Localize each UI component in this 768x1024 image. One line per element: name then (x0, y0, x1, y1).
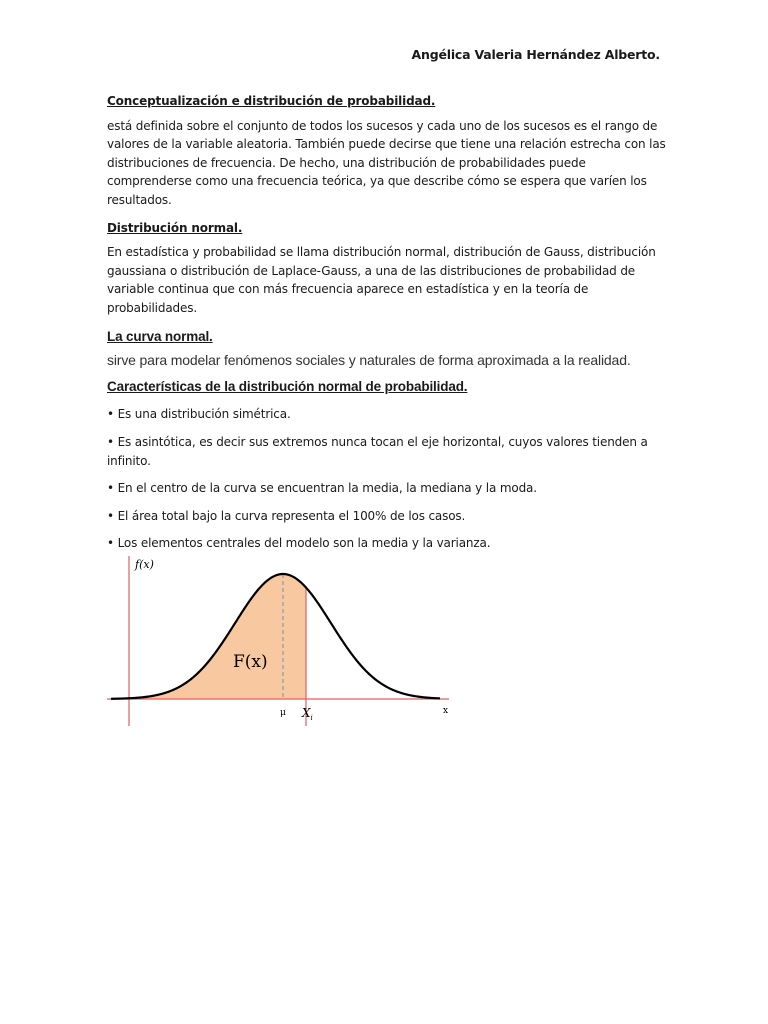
normal-curve-diagram (105, 548, 475, 728)
normal-paragraph: En estadística y probabilidad se llama distribución normal, distribución de Gauss, distribución gaussiana o distribución de Laplace-Gauss, a una de las distribuciones de probabilidad de variable continua que con más frecuencia aparece en estadística y en la teoría de probabilidades. (107, 245, 656, 315)
author-name: Angélica Valeria Hernández Alberto. (411, 47, 660, 62)
concept-paragraph: está definida sobre el conjunto de todos los sucesos y cada uno de los sucesos es el rango de valores de la variable aleatoria. También puede decirse que tiene una relación estrecha con las distribuciones de frecuencia. De hecho, una distribución de probabilidades puede comprenderse como una frecuencia teórica, ya que describe cómo se espera que varíen los resultados. (107, 118, 666, 207)
bullet-item: • El área total bajo la curva representa el 100% de los casos. (107, 508, 466, 523)
concept-heading: Conceptualización e distribución de probabilidad. (107, 94, 436, 108)
area-label: F(x) (233, 652, 268, 672)
curve-heading: La curva normal. (107, 328, 213, 344)
xi-label-subscript: i (310, 714, 313, 722)
xi-label (301, 706, 313, 722)
normal-curve-figure (105, 548, 475, 728)
mean-label: μ (280, 708, 286, 718)
area-under-curve (129, 574, 306, 699)
y-axis-label: f(x) (135, 558, 154, 571)
bullet-item: • En el centro de la curva se encuentran la media, la mediana y la moda. (107, 481, 537, 496)
features-heading: Características de la distribución normal de probabilidad. (107, 378, 468, 394)
xi-label-main: X (302, 706, 311, 720)
normal-heading: Distribución normal. (107, 220, 243, 235)
bullet-item: • Es una distribución simétrica. (107, 407, 291, 422)
curve-paragraph: sirve para modelar fenómenos sociales y naturales de forma aproximada a la realidad. (107, 352, 631, 369)
bullet-item: • Los elementos centrales del modelo son la media y la varianza. (107, 536, 491, 551)
document-body (107, 92, 667, 553)
bullet-item: • Es asintótica, es decir sus extremos nunca tocan el eje horizontal, cuyos valores tienden a infinito. (107, 434, 648, 468)
x-axis-label: x (443, 706, 449, 716)
